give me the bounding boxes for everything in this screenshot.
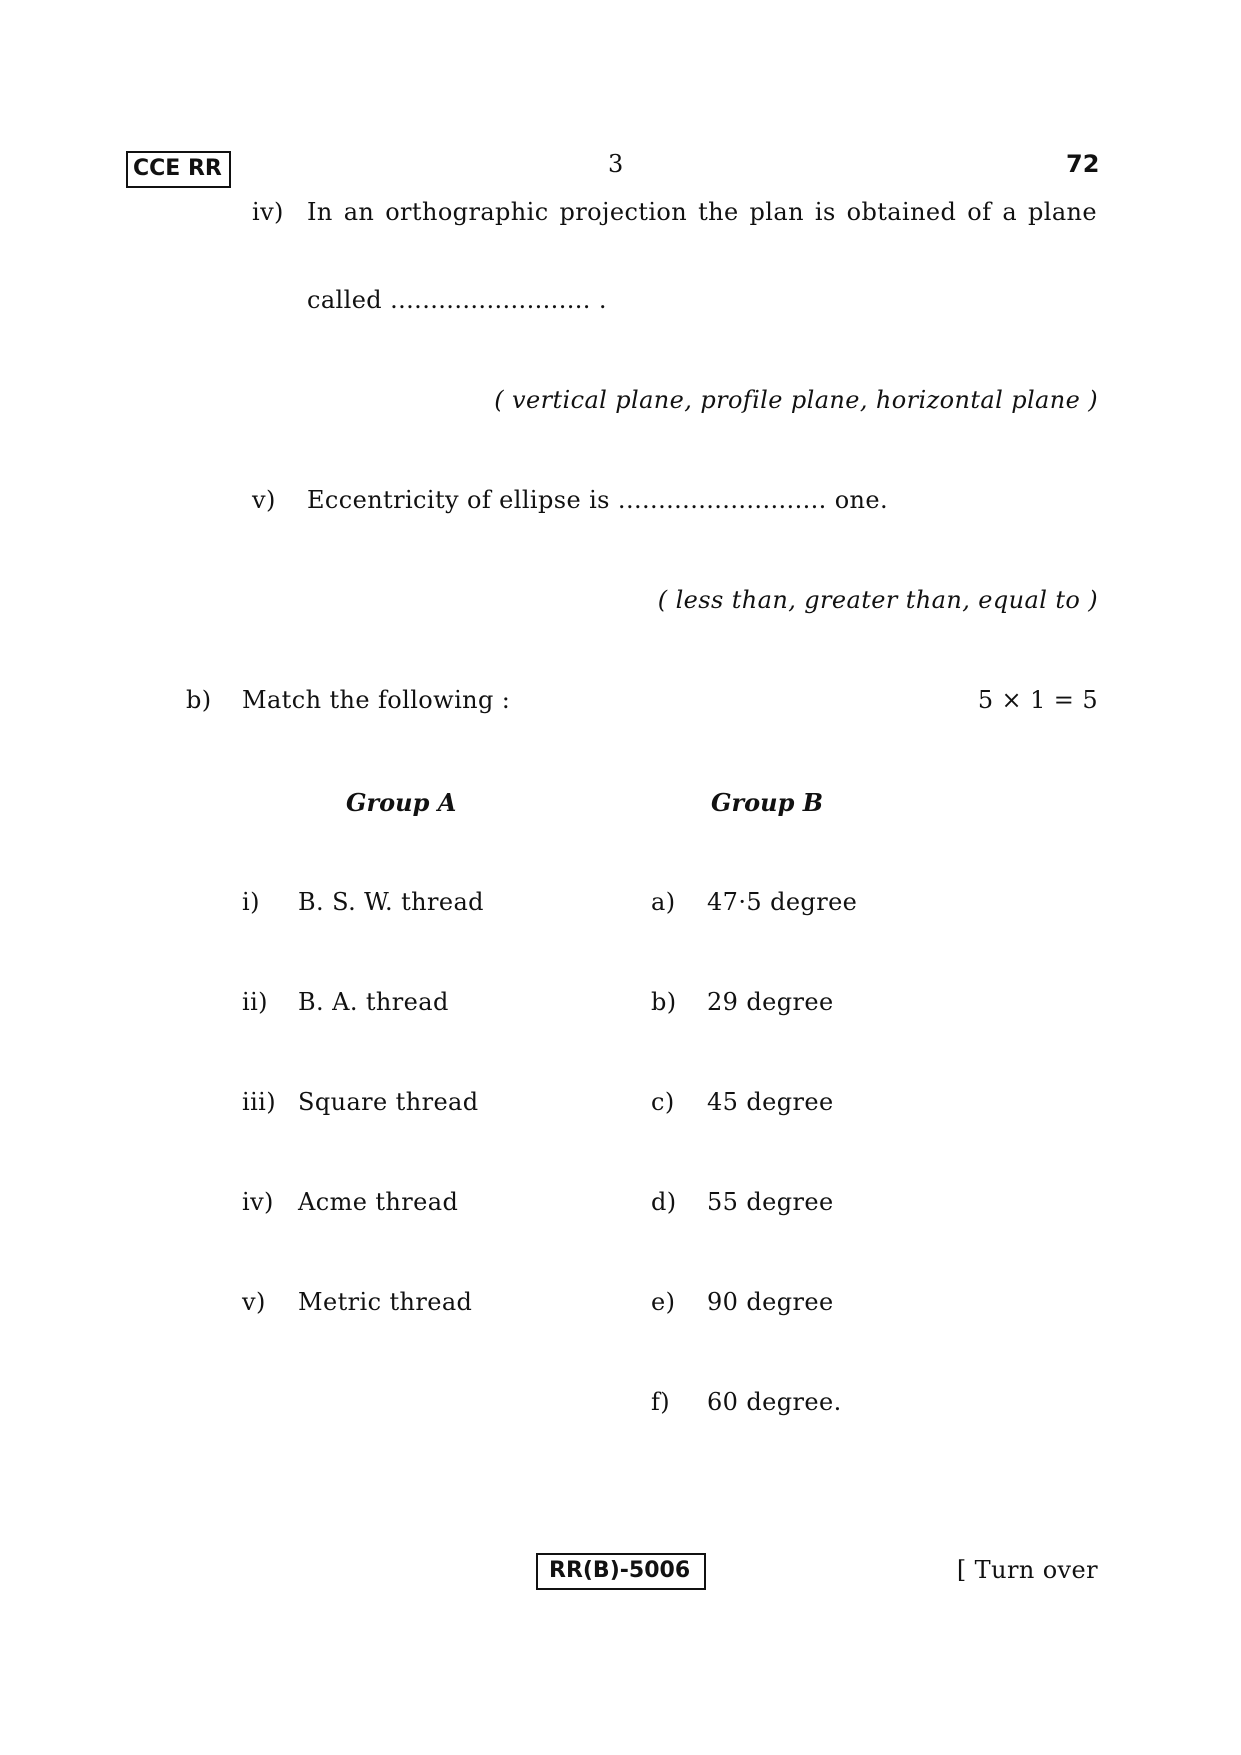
group-a-item-number: iv): [242, 1188, 274, 1216]
group-b-item-letter: e): [651, 1288, 676, 1316]
turn-over-text: [ Turn over: [956, 1556, 1098, 1584]
footer-code-label: RR(B)-5006: [549, 1558, 691, 1583]
group-b-item-text: 60 degree.: [707, 1388, 842, 1416]
question-v-number: v): [252, 486, 276, 514]
group-b-item-letter: c): [651, 1088, 675, 1116]
question-iv-line1: In an orthographic projection the plan is obtained of a plane: [307, 198, 1097, 226]
group-b-item-letter: d): [651, 1188, 677, 1216]
section-b-instruction: Match the following :: [242, 686, 511, 714]
group-b-item-text: 90 degree: [707, 1288, 834, 1316]
question-iv-line2: called ......................... .: [307, 286, 607, 314]
group-a-item-text: B. S. W. thread: [298, 888, 484, 916]
code-box-label: CCE RR: [133, 156, 222, 181]
question-iv-number: iv): [252, 198, 284, 226]
question-iv-options: ( vertical plane, profile plane, horizontal plane ): [494, 386, 1098, 414]
code-box-footer: [536, 1553, 706, 1590]
group-a-item-number: ii): [242, 988, 268, 1016]
group-b-item-text: 29 degree: [707, 988, 834, 1016]
group-a-item-number: i): [242, 888, 260, 916]
group-a-item-number: iii): [242, 1088, 276, 1116]
page-number: 3: [608, 150, 624, 178]
group-a-item-text: Acme thread: [298, 1188, 459, 1216]
group-b-item-letter: f): [651, 1388, 671, 1416]
group-b-item-text: 55 degree: [707, 1188, 834, 1216]
group-b-item-letter: a): [651, 888, 676, 916]
group-a-item-text: B. A. thread: [298, 988, 449, 1016]
question-v-options: ( less than, greater than, equal to ): [657, 586, 1098, 614]
group-b-item-text: 47·5 degree: [707, 888, 858, 916]
group-b-item-text: 45 degree: [707, 1088, 834, 1116]
group-b-heading: Group B: [711, 788, 824, 817]
group-b-item-letter: b): [651, 988, 677, 1016]
group-a-item-text: Metric thread: [298, 1288, 473, 1316]
code-box-header: [126, 151, 231, 188]
group-a-item-text: Square thread: [298, 1088, 479, 1116]
paper-code: 72: [1066, 150, 1100, 178]
group-a-heading: Group A: [346, 788, 457, 817]
question-v-text: Eccentricity of ellipse is .......................... one.: [307, 486, 889, 514]
section-b-label: b): [186, 686, 212, 714]
group-a-item-number: v): [242, 1288, 266, 1316]
section-b-marks: 5 × 1 = 5: [977, 686, 1098, 714]
